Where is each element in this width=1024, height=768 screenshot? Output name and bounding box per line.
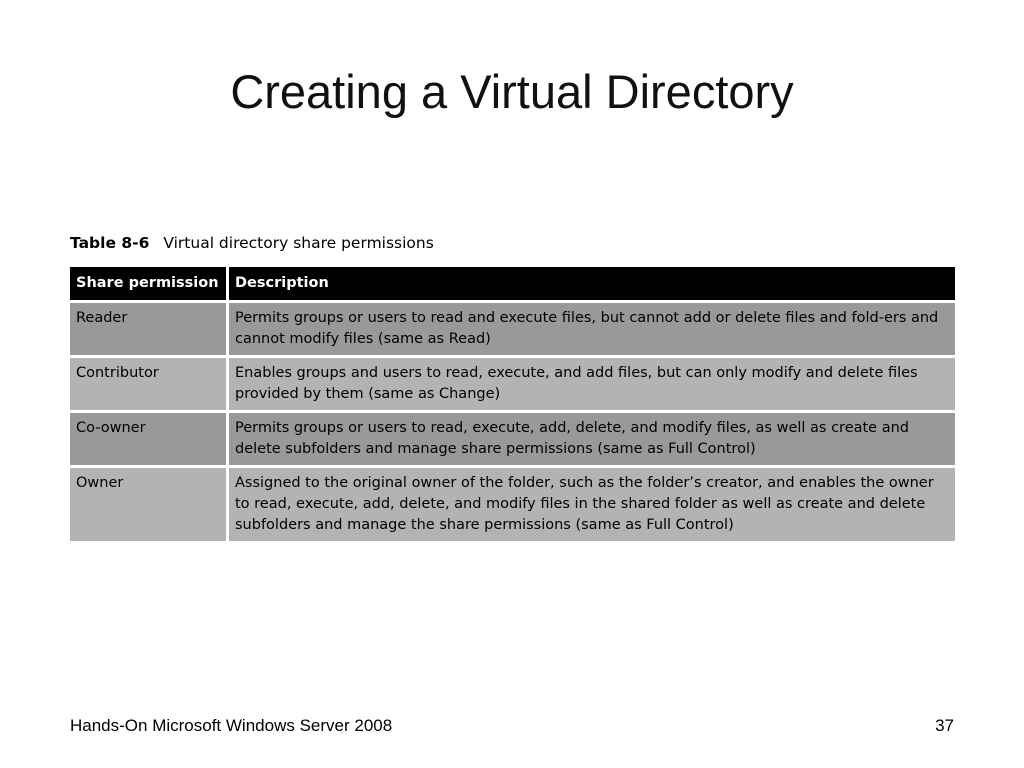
column-header-description: Description	[229, 267, 955, 303]
description-cell: Permits groups or users to read and execute files, but cannot add or delete files and fold-ers and cannot modify files (same as Read)	[229, 303, 955, 358]
description-cell: Enables groups and users to read, execute, and add files, but can only modify and delete files provided by them (same as Change)	[229, 358, 955, 413]
footer-book-title: Hands-On Microsoft Windows Server 2008	[70, 716, 393, 735]
table-caption-text: Virtual directory share permissions	[163, 234, 434, 252]
table-header-row	[70, 267, 955, 303]
table-caption	[70, 232, 434, 254]
table-number: Table 8-6	[70, 234, 150, 252]
permission-cell: Contributor	[70, 358, 229, 413]
table-row	[70, 468, 955, 541]
share-permissions-table	[70, 267, 955, 541]
page-number: 37	[935, 716, 954, 735]
table-row	[70, 413, 955, 468]
table-row	[70, 303, 955, 358]
table-row	[70, 358, 955, 413]
description-cell: Permits groups or users to read, execute, add, delete, and modify files, as well as create and delete subfolders and manage share permissions (same as Full Control)	[229, 413, 955, 468]
permission-cell: Reader	[70, 303, 229, 358]
column-header-share-permission: Share permission	[70, 267, 229, 303]
permission-cell: Owner	[70, 468, 229, 541]
permission-cell: Co-owner	[70, 413, 229, 468]
slide-title: Creating a Virtual Directory	[230, 65, 794, 118]
description-cell: Assigned to the original owner of the folder, such as the folder’s creator, and enables the owner to read, execute, add, delete, and modify files in the shared folder as well as create and delete subfolders and manage the share permissions (same as Full Control)	[229, 468, 955, 541]
